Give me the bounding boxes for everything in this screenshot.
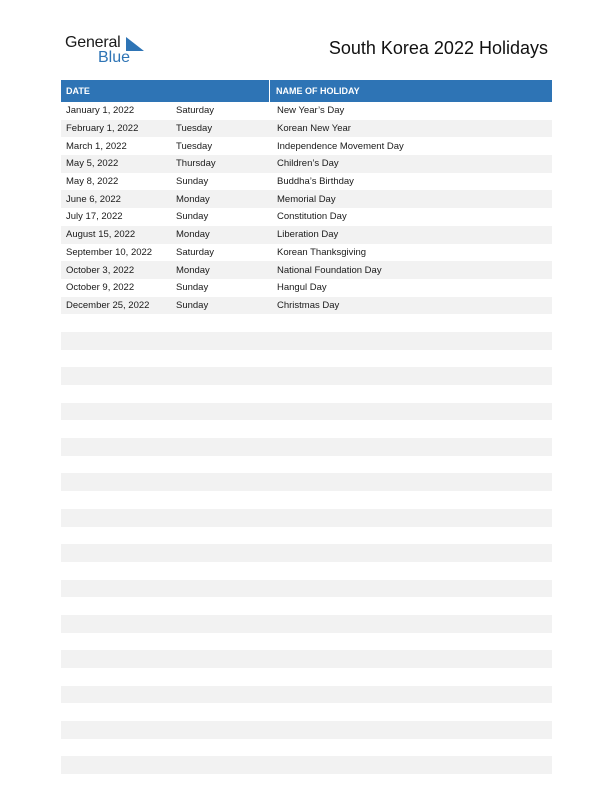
table-row (61, 527, 552, 545)
holiday-date: December 25, 2022 (66, 299, 150, 311)
holiday-table (61, 80, 552, 774)
holiday-date: June 6, 2022 (66, 193, 121, 205)
holiday-weekday: Monday (176, 264, 210, 276)
holiday-weekday: Saturday (176, 105, 215, 117)
table-row (61, 438, 552, 456)
table-row (61, 562, 552, 580)
table-row (61, 173, 552, 191)
holiday-weekday: Monday (176, 229, 210, 241)
table-row (61, 509, 552, 527)
table-row (61, 739, 552, 757)
holiday-date: January 1, 2022 (66, 105, 135, 117)
holiday-weekday: Sunday (176, 299, 209, 311)
holiday-date: May 5, 2022 (66, 158, 119, 170)
holiday-name: Buddha’s Birthday (277, 176, 354, 188)
header-holiday-name: NAME OF HOLIDAY (276, 86, 360, 96)
holiday-date: October 9, 2022 (66, 282, 135, 294)
table-row (61, 703, 552, 721)
generalblue-logo (65, 34, 155, 70)
table-row (61, 226, 552, 244)
table-row (61, 137, 552, 155)
holiday-name: Constitution Day (277, 211, 347, 223)
holiday-name: Korean Thanksgiving (277, 246, 367, 258)
table-row (61, 120, 552, 138)
table-row (61, 244, 552, 262)
holiday-date: February 1, 2022 (66, 123, 139, 135)
holiday-weekday: Sunday (176, 211, 209, 223)
holiday-date: August 15, 2022 (66, 229, 136, 241)
table-row (61, 332, 552, 350)
holiday-weekday: Saturday (176, 246, 215, 258)
table-row (61, 385, 552, 403)
holiday-weekday: Monday (176, 193, 210, 205)
holiday-name: Memorial Day (277, 193, 336, 205)
header-date: DATE (61, 80, 270, 102)
table-row (61, 456, 552, 474)
holiday-weekday: Thursday (176, 158, 216, 170)
table-row (61, 190, 552, 208)
table-row (61, 633, 552, 651)
logo-text-blue: Blue (98, 49, 131, 66)
table-row (61, 420, 552, 438)
page-title: South Korea 2022 Holidays (328, 38, 548, 58)
table-row (61, 350, 552, 368)
table-row (61, 297, 552, 315)
table-row (61, 279, 552, 297)
table-row (61, 314, 552, 332)
holiday-name: Christmas Day (277, 299, 340, 311)
table-row (61, 721, 552, 739)
holiday-date: March 1, 2022 (66, 140, 127, 152)
table-header (61, 80, 552, 102)
table-row (61, 650, 552, 668)
table-row (61, 473, 552, 491)
table-row (61, 580, 552, 598)
holiday-weekday: Sunday (176, 176, 209, 188)
holiday-date: September 10, 2022 (66, 246, 153, 258)
holiday-name: Liberation Day (277, 229, 339, 241)
table-row (61, 668, 552, 686)
holiday-weekday: Tuesday (176, 140, 213, 152)
holiday-name: National Foundation Day (277, 264, 382, 276)
table-row (61, 155, 552, 173)
holiday-name: New Year’s Day (277, 105, 345, 117)
holiday-date: October 3, 2022 (66, 264, 135, 276)
table-row (61, 686, 552, 704)
holiday-name: Korean New Year (277, 123, 351, 135)
holiday-name: Hangul Day (277, 282, 327, 294)
table-row (61, 367, 552, 385)
logo-text-general: General (65, 34, 121, 51)
table-body (61, 102, 552, 774)
table-row (61, 544, 552, 562)
table-row (61, 261, 552, 279)
table-row (61, 403, 552, 421)
holiday-name: Children’s Day (277, 158, 339, 170)
holiday-name: Independence Movement Day (277, 140, 404, 152)
table-row (61, 615, 552, 633)
holiday-date: May 8, 2022 (66, 176, 119, 188)
table-row (61, 597, 552, 615)
holiday-weekday: Sunday (176, 282, 209, 294)
table-row (61, 756, 552, 774)
table-row (61, 491, 552, 509)
holiday-date: July 17, 2022 (66, 211, 123, 223)
table-row (61, 208, 552, 226)
holiday-weekday: Tuesday (176, 123, 213, 135)
table-row (61, 102, 552, 120)
